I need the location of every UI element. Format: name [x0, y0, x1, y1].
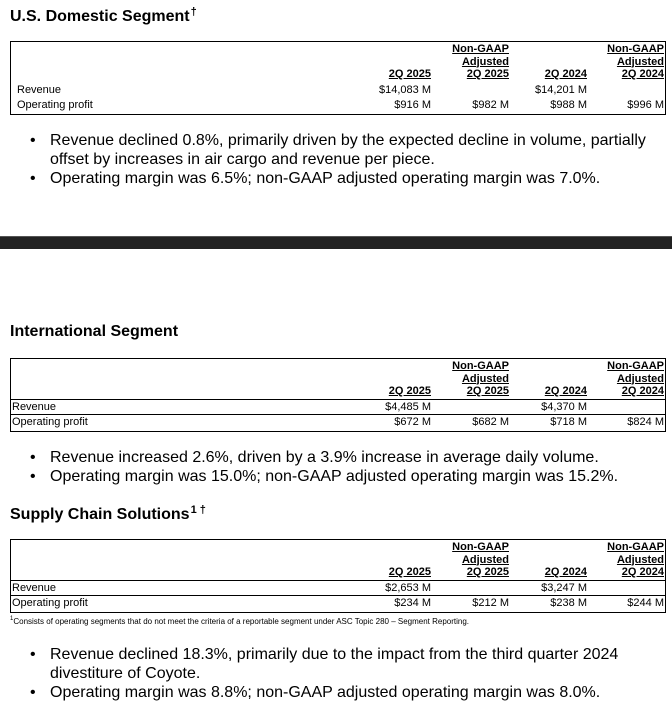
value-revenue-2q2025: $14,083 M: [379, 84, 431, 96]
value-revenue-2q2024: $4,370 M: [541, 401, 587, 413]
row-label-operating-profit: Operating profit: [12, 416, 88, 428]
us-domestic-bullets: [10, 131, 670, 188]
header-2q2025: 2Q 2025: [388, 68, 431, 80]
segment-title-supply-chain: Supply Chain Solutions$^{1 \dagger}$: [10, 504, 206, 523]
supply-chain-table: [10, 539, 666, 613]
value-op-profit-adj-2q2025: $982 M: [472, 99, 509, 111]
footnote: [10, 616, 469, 626]
footnote-text: Consists of operating segments that do not meet the criteria of a reportable segment under ASC Topic 280 – Segment Reporting.: [13, 617, 470, 626]
header-nongaap-adj-2q2025: Non-GAAP Adjusted 2Q 2025: [452, 43, 509, 80]
footnote-mark: 1: [10, 616, 14, 622]
footnote-dagger-mark: 1 †: [190, 504, 206, 516]
value-op-profit-2q2025: $916 M: [394, 99, 431, 111]
bullet-item: • Revenue declined 18.3%, primarily due to the impact from the third quarter 2024 divestiture of Coyote.: [10, 645, 670, 683]
header-nongaap-adj-2q2024: Non-GAAP Adjusted 2Q 2024: [607, 360, 664, 397]
row-divider: [11, 399, 665, 400]
segment-title-international: International Segment: [10, 323, 179, 340]
row-divider: [11, 414, 665, 415]
value-op-profit-2q2024: $718 M: [550, 416, 587, 428]
value-op-profit-2q2024: $238 M: [550, 597, 587, 609]
bullet-item: • Revenue declined 0.8%, primarily driven by the expected decline in volume, partially offset by increases in air cargo and revenue per piece.: [10, 131, 670, 169]
bullet-item: • Operating margin was 15.0%; non-GAAP adjusted operating margin was 15.2%.: [10, 467, 670, 486]
header-2q2024: 2Q 2024: [544, 566, 587, 578]
header-nongaap-adj-2q2025: Non-GAAP Adjusted 2Q 2025: [452, 541, 509, 578]
header-nongaap-adj-2q2025: Non-GAAP Adjusted 2Q 2025: [452, 360, 509, 397]
section-divider-band: [0, 237, 672, 249]
header-nongaap-adj-2q2024: Non-GAAP Adjusted 2Q 2024: [607, 541, 664, 578]
header-2q2024: 2Q 2024: [544, 68, 587, 80]
value-revenue-2q2024: $3,247 M: [541, 582, 587, 594]
bullet-item: • Revenue increased 2.6%, driven by a 3.9% increase in average daily volume.: [10, 448, 670, 467]
row-divider: [11, 580, 665, 581]
row-label-operating-profit: Operating profit: [17, 99, 93, 111]
international-bullets: [10, 448, 670, 486]
bullet-item: • Operating margin was 6.5%; non-GAAP adjusted operating margin was 7.0%.: [10, 169, 670, 188]
us-domestic-table: [10, 41, 666, 115]
value-revenue-2q2025: $2,653 M: [385, 582, 431, 594]
row-label-operating-profit: Operating profit: [12, 597, 88, 609]
dagger-mark: †: [190, 6, 197, 18]
row-label-revenue: Revenue: [12, 401, 57, 413]
value-op-profit-adj-2q2024: $824 M: [627, 416, 664, 428]
value-op-profit-2q2025: $234 M: [394, 597, 431, 609]
international-table: [10, 358, 666, 432]
header-2q2025: 2Q 2025: [388, 566, 431, 578]
value-op-profit-adj-2q2025: $682 M: [472, 416, 509, 428]
value-op-profit-2q2025: $672 M: [394, 416, 431, 428]
value-op-profit-2q2024: $988 M: [550, 99, 587, 111]
supply-chain-bullets: [10, 645, 670, 702]
value-op-profit-adj-2q2024: $996 M: [627, 99, 664, 111]
header-2q2025: 2Q 2025: [388, 385, 431, 397]
segment-title-us-domestic: U.S. Domestic Segment†: [10, 6, 197, 25]
value-revenue-2q2024: $14,201 M: [535, 84, 587, 96]
row-label-revenue: Revenue: [12, 582, 57, 594]
header-2q2024: 2Q 2024: [544, 385, 587, 397]
header-nongaap-adj-2q2024: Non-GAAP Adjusted 2Q 2024: [607, 43, 664, 80]
value-revenue-2q2025: $4,485 M: [385, 401, 431, 413]
bullet-item: • Operating margin was 8.8%; non-GAAP adjusted operating margin was 8.0%.: [10, 683, 670, 702]
row-label-revenue: Revenue: [17, 84, 62, 96]
value-op-profit-adj-2q2025: $212 M: [472, 597, 509, 609]
row-divider: [11, 595, 665, 596]
value-op-profit-adj-2q2024: $244 M: [627, 597, 664, 609]
